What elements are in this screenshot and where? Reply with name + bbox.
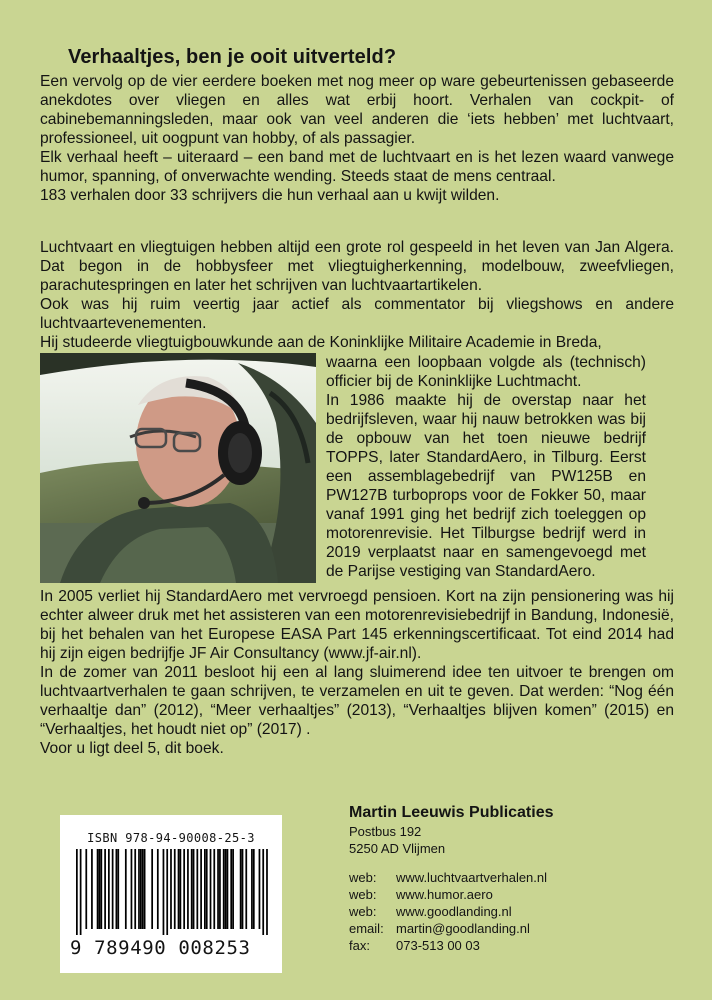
barcode-bar xyxy=(180,849,182,929)
barcode-bar xyxy=(227,849,229,929)
barcode-bar xyxy=(91,849,93,929)
barcode-bar xyxy=(266,849,268,935)
barcode-bar xyxy=(251,849,253,929)
barcode-bar xyxy=(163,849,165,935)
contact-key: email: xyxy=(349,921,384,936)
barcode-bar xyxy=(230,849,232,929)
intro-paragraph-3: 183 verhalen door 33 schrijvers die hun verhaal aan u kwijt wilden. xyxy=(40,187,500,204)
barcode-bar xyxy=(99,849,101,929)
barcode-bar xyxy=(151,849,153,929)
contact-website-luchtvaartverhalen[interactable]: www.luchtvaartverhalen.nl xyxy=(396,870,548,885)
barcode-bar xyxy=(97,849,99,929)
contact-row xyxy=(349,886,547,903)
barcode-bar xyxy=(157,849,159,929)
barcode-bar xyxy=(104,849,106,929)
barcode-bar xyxy=(80,849,82,935)
barcode-bar xyxy=(76,849,78,935)
contact-key: web: xyxy=(349,904,377,919)
barcode-bar xyxy=(219,849,221,929)
barcode-bar xyxy=(170,849,172,929)
barcode-bar xyxy=(213,849,215,929)
publisher-name: Martin Leeuwis Publicaties xyxy=(349,804,554,821)
barcode-bar xyxy=(262,849,264,935)
barcode-bar xyxy=(117,849,119,929)
author-photo xyxy=(40,353,316,583)
barcode-bar xyxy=(196,849,198,929)
barcode-bar xyxy=(240,849,242,929)
intro-paragraph-1: Een vervolg op de vier eerdere boeken met nog meer op ware gebeurtenissen gebaseerde anekdotes over vliegen en alles wat erbij hoort. Verhalen van cockpit- of cabinebemanningsleden, maar ook van veel anderen die ‘iets hebben’ met luchtvaart, professioneel, uit oogpunt van hobby, of als passagier. xyxy=(40,73,674,147)
barcode-bar xyxy=(112,849,114,929)
contact-row xyxy=(349,869,547,886)
bio-paragraph-6: In 2005 verliet hij StandardAero met vervroegd pensioen. Kort na zijn pensionering was hij echter alweer druk met het assisteren van een motorenrevisiebedrijf in Bandung, Indonesië, bij het behalen van het Europese EASA Part 145 erkenningscertificaat. Tot eind 2014 had hij zijn eigen bedrijfje JF Air Consultancy (www.jf-air.nl). xyxy=(40,588,674,662)
book-title: Verhaaltjes, ben je ooit uitverteld? xyxy=(68,46,397,68)
barcode-bar xyxy=(193,849,195,929)
bio-paragraph-4: waarna een loopbaan volgde als (technisch) officier bij de Koninklijke Luchtmacht. xyxy=(326,354,646,390)
barcode-bar xyxy=(100,849,102,929)
contact-email[interactable]: martin@goodlanding.nl xyxy=(396,921,530,936)
barcode-bar xyxy=(125,849,127,929)
barcode-bar xyxy=(116,849,118,929)
contact-key: fax: xyxy=(349,938,370,953)
bio-top-text xyxy=(40,238,674,352)
barcode-bars xyxy=(76,849,268,935)
publisher-address-line-2: 5250 AD Vlijmen xyxy=(349,841,446,856)
barcode-bar xyxy=(174,849,176,929)
bio-paragraph-5: In 1986 maakte hij de overstap naar het bedrijfsleven, waar hij nauw betrokken was bij de opbouw van het toen nieuwe bedrijf TOPPS, later StandardAero, in Tilburg. Eerst een assemblagebedrijf van PW125B en PW127B turboprops voor de Fokker 50, maar vanaf 1991 ging het bedrijf zich toeleggen op motorenrevisie. Het Tilburgse bedrijf werd in 2019 verplaatst naar en samengevoegd met de Parijse vestiging van StandardAero. xyxy=(326,392,646,580)
barcode-bar xyxy=(187,849,189,929)
contact-key: web: xyxy=(349,870,377,885)
barcode-bar xyxy=(206,849,208,929)
contact-fax: 073-513 00 03 xyxy=(396,938,480,953)
intro-paragraph-2: Elk verhaal heeft – uiteraard – een band met de luchtvaart en is het lezen waard vanwege humor, spanning, of onverwachte wending. Steeds staat de mens centraal. xyxy=(40,149,674,185)
barcode-bar xyxy=(166,849,168,935)
barcode-bar xyxy=(131,849,133,929)
barcode-bar xyxy=(85,849,87,929)
barcode-bar xyxy=(204,849,206,929)
contact-website-goodlanding[interactable]: www.goodlanding.nl xyxy=(396,904,512,919)
bio-paragraph-2: Ook was hij ruim veertig jaar actief als commentator bij vliegshows en andere luchtvaartevenementen. xyxy=(40,296,674,332)
intro-text xyxy=(40,72,674,205)
barcode-bar xyxy=(210,849,212,929)
bio-bottom-text xyxy=(40,587,674,758)
barcode-digits: 9 789490 008253 xyxy=(70,937,251,959)
barcode-bar xyxy=(242,849,244,929)
barcode-bar xyxy=(200,849,202,929)
contact-key: web: xyxy=(349,887,377,902)
barcode-bar xyxy=(191,849,193,929)
barcode-bar xyxy=(140,849,142,929)
barcode-bar xyxy=(253,849,255,929)
barcode-bar xyxy=(232,849,234,929)
isbn-barcode xyxy=(60,815,282,973)
contact-website-humor[interactable]: www.humor.aero xyxy=(396,887,493,902)
bio-paragraph-7: In de zomer van 2011 besloot hij een al lang sluimerend idee ten uitvoer te brengen om luchtvaartverhalen te gaan schrijven, te verzamelen en uit te geven. Dat werden: “Nog één verhaaltje dan” (2012), “Meer verhaaltjes” (2013), “Verhaaltjes blijven komen” (2015) en “Verhaaltjes, het houdt niet op” (2017) . xyxy=(40,664,674,738)
isbn-number: ISBN 978-94-90008-25-3 xyxy=(87,831,255,845)
barcode-bar xyxy=(138,849,140,929)
contact-row xyxy=(349,903,547,920)
barcode-bar xyxy=(245,849,247,929)
barcode-bar xyxy=(183,849,185,929)
contact-row xyxy=(349,920,547,937)
publisher-block xyxy=(349,804,554,857)
publisher-contacts xyxy=(349,869,547,954)
barcode-bar xyxy=(144,849,146,929)
bio-wrap-text xyxy=(326,353,646,581)
bio-paragraph-1: Luchtvaart en vliegtuigen hebben altijd een grote rol gespeeld in het leven van Jan Algera. Dat begon in de hobbysfeer met vliegtuigherkenning, modelbouw, zweefvliegen, parachutespringen en later het schrijven van luchtvaartartikelen. xyxy=(40,239,674,294)
barcode-bar xyxy=(225,849,227,929)
publisher-address-line-1: Postbus 192 xyxy=(349,824,422,839)
bio-paragraph-8: Voor u ligt deel 5, dit boek. xyxy=(40,740,224,757)
barcode-bar xyxy=(259,849,261,929)
barcode-bar xyxy=(223,849,225,929)
barcode-bar xyxy=(134,849,136,929)
barcode-bar xyxy=(217,849,219,929)
barcode-bar xyxy=(142,849,144,929)
barcode-bar xyxy=(178,849,180,929)
contact-row xyxy=(349,937,547,954)
bio-paragraph-3: Hij studeerde vliegtuigbouwkunde aan de Koninklijke Militaire Academie in Breda, xyxy=(40,334,602,351)
barcode-bar xyxy=(108,849,110,929)
author-photo-illustration xyxy=(40,353,316,583)
